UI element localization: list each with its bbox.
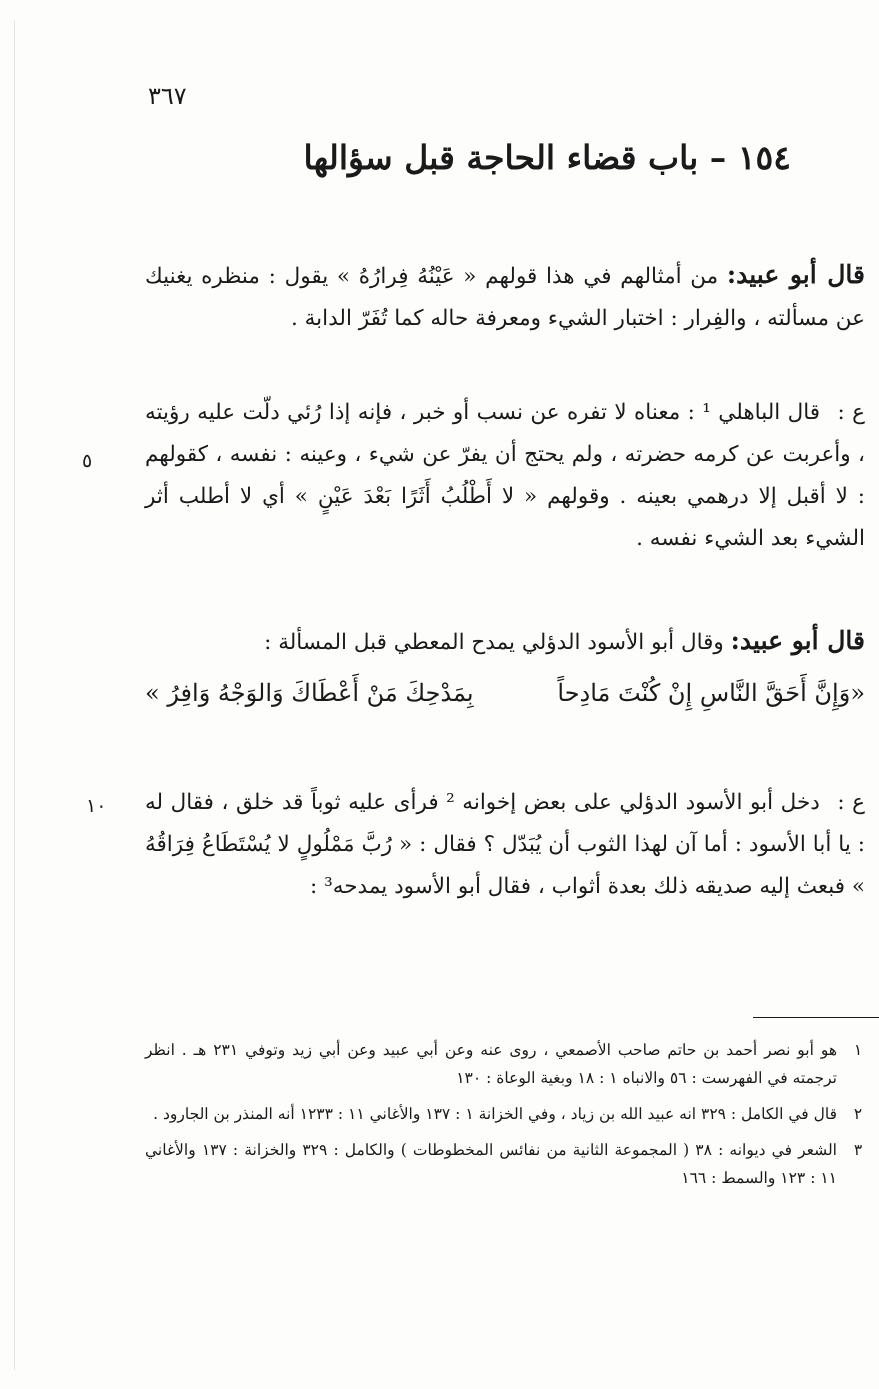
paragraph-text: دخل أبو الأسود الدؤلي على بعض إخوانه ² فرأى عليه ثوباً قد خلق ، فقال له : يا أبا الأسود : أما آن لهذا الثوب أن يُبَدّل ؟ فقال : « رُبَّ مَمْلُولٍ لا يُسْتَطَاعُ فِرَاقُهُ » فبعث إليه صديقه ذلك بعدة أثواب ، فقال أبو الأسود يمدحه³ : xyxy=(145,790,865,899)
margin-line-number-10: ١٠ xyxy=(86,795,107,817)
scan-shadow-line xyxy=(14,20,15,1370)
section-commentary-bahili xyxy=(145,392,865,560)
speaker-label: قال أبو عبيد: xyxy=(730,626,865,655)
footnote-item xyxy=(145,1136,879,1192)
footnote-text: هو أبو نصر أحمد بن حاتم صاحب الأصمعي ، روى عنه وعن أبي عبيد وعن أبي زيد وتوفي ٢٣١ هـ . انظر ترجمته في الفهرست : ٥٦ والانباه ١ : ١٨ وبغية الوعاة : ١٣٠ xyxy=(145,1041,837,1087)
section-abu-ubayd-proverb xyxy=(145,254,865,340)
section-abu-ubayd-poem-intro xyxy=(145,620,865,664)
speaker-label: قال أبو عبيد: xyxy=(726,260,865,289)
paragraph-text: قال الباهلي ¹ : معناه لا تفره عن نسب أو خبر ، فإنه إذا رُئي دلّت عليه رؤيته ، وأعربت عن كرمه حضرته ، ولم يحتج أن يفرّ عن شيء ، وعينه : نفسه ، كقولهم : لا أقبل إلا درهمي بعينه . وقولهم « لا أَطْلُبُ أَثَرًا بَعْدَ عَيْنٍ » أي لا أطلب أثر الشيء بعد الشيء نفسه . xyxy=(145,400,865,551)
commentary-marker: ع : xyxy=(837,400,865,425)
verse-second-hemistich: بِمَدْحِكَ مَنْ أَعْطَاكَ وَالوَجْهُ وَافِرُ » xyxy=(145,679,474,707)
commentary-marker: ع : xyxy=(837,790,865,815)
paragraph xyxy=(145,620,865,664)
paragraph-text: وقال أبو الأسود الدؤلي يمدح المعطي قبل المسألة : xyxy=(264,630,724,655)
page-number: ٣٦٧ xyxy=(148,82,187,110)
verse-first-hemistich: «وَإِنَّ أَحَقَّ النَّاسِ إِنْ كُنْتَ مَادِحاً xyxy=(557,679,865,707)
footnotes xyxy=(145,1036,879,1200)
footnote-item xyxy=(145,1036,879,1092)
footnote-item xyxy=(145,1100,879,1128)
chapter-title: ١٥٤ – باب قضاء الحاجة قبل سؤالها xyxy=(303,138,791,177)
paragraph xyxy=(145,782,865,908)
footnote-text: الشعر في ديوانه : ٣٨ ( المجموعة الثانية من نفائس المخطوطات ) والكامل : ٣٢٩ والخزانة : ١٣٧ والأغاني ١١ : ١٢٣ والسمط : ١٦٦ xyxy=(145,1141,837,1187)
footnote-separator xyxy=(753,1017,879,1018)
poem-verse xyxy=(145,668,865,718)
margin-line-number-5: ٥ xyxy=(82,450,93,472)
footnote-number: ١ xyxy=(853,1041,863,1059)
section-commentary-abu-aswad xyxy=(145,782,865,908)
footnote-number: ٢ xyxy=(853,1105,863,1123)
paragraph xyxy=(145,392,865,560)
footnote-number: ٣ xyxy=(853,1141,863,1159)
paragraph xyxy=(145,254,865,340)
paragraph-text: من أمثالهم في هذا قولهم « عَيْنُهُ فِرارُهُ » يقول : منظره يغنيك عن مسألته ، والفِرار : اختبار الشيء ومعرفة حاله كما تُفَرّ الدابة . xyxy=(145,264,865,331)
footnote-text: قال في الكامل : ٣٢٩ انه عبيد الله بن زياد ، وفي الخزانة ١ : ١٣٧ والأغاني ١١ : ١٢٣٣ أنه المنذر بن الجارود . xyxy=(153,1105,837,1123)
